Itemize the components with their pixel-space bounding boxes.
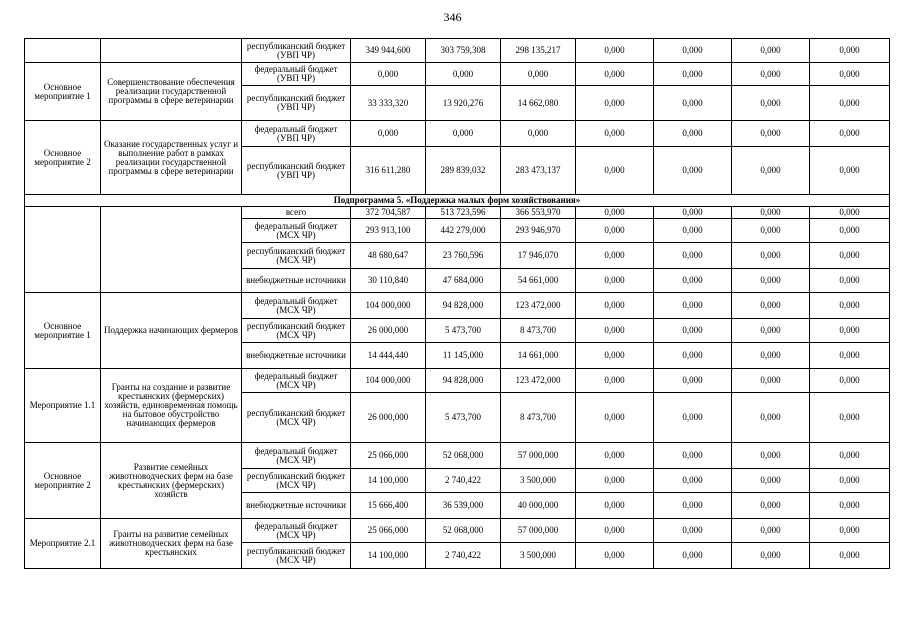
zero-value-cell: 0,000 [576,63,654,86]
zero-value-cell: 0,000 [732,207,810,219]
zero-value-cell: 0,000 [576,369,654,393]
zero-value-cell: 0,000 [810,86,890,121]
zero-value-cell: 0,000 [732,469,810,493]
zero-value-cell: 0,000 [810,493,890,519]
budget-table [24,38,890,569]
item-type-cell: Мероприятие 1.1 [25,369,101,443]
value-cell: 0,000 [351,121,426,147]
funding-source-cell: внебюджетные источники [242,493,351,519]
zero-value-cell: 0,000 [576,147,654,195]
zero-value-cell: 0,000 [732,369,810,393]
zero-value-cell: 0,000 [576,443,654,469]
value-cell: 372 704,587 [351,207,426,219]
table-row [25,369,890,393]
zero-value-cell: 0,000 [732,319,810,343]
funding-source-cell: республиканский бюджет (МСХ ЧР) [242,319,351,343]
zero-value-cell: 0,000 [732,443,810,469]
subprogram-title: Подпрограмма 5. «Поддержка малых форм хозяйствования» [25,195,890,207]
value-cell: 104 000,000 [351,369,426,393]
zero-value-cell: 0,000 [576,319,654,343]
value-cell: 289 839,032 [426,147,501,195]
value-cell: 0,000 [501,63,576,86]
zero-value-cell: 0,000 [810,121,890,147]
value-cell: 33 333,320 [351,86,426,121]
zero-value-cell: 0,000 [810,219,890,243]
zero-value-cell: 0,000 [732,121,810,147]
funding-source-cell: федеральный бюджет (МСХ ЧР) [242,369,351,393]
funding-source-cell: республиканский бюджет (МСХ ЧР) [242,243,351,269]
value-cell: 0,000 [426,63,501,86]
value-cell: 48 680,647 [351,243,426,269]
value-cell: 0,000 [351,63,426,86]
value-cell: 25 066,000 [351,443,426,469]
value-cell: 293 946,970 [501,219,576,243]
funding-source-cell: федеральный бюджет (МСХ ЧР) [242,293,351,319]
value-cell: 14 444,440 [351,343,426,369]
funding-source-cell: федеральный бюджет (УВП ЧР) [242,63,351,86]
value-cell: 513 723,596 [426,207,501,219]
table-row [25,39,890,63]
zero-value-cell: 0,000 [732,543,810,569]
zero-value-cell: 0,000 [654,147,732,195]
zero-value-cell: 0,000 [654,243,732,269]
value-cell: 5 473,700 [426,319,501,343]
zero-value-cell: 0,000 [576,293,654,319]
value-cell: 8 473,700 [501,319,576,343]
value-cell: 14 662,080 [501,86,576,121]
item-type-cell: Основное мероприятие 1 [25,63,101,121]
table-row [25,443,890,469]
table-row [25,63,890,86]
zero-value-cell: 0,000 [732,219,810,243]
value-cell: 3 500,000 [501,543,576,569]
zero-value-cell: 0,000 [810,147,890,195]
item-type-cell [25,39,101,63]
value-cell: 54 661,000 [501,269,576,293]
table-row [25,121,890,147]
funding-source-cell: республиканский бюджет (МСХ ЧР) [242,469,351,493]
value-cell: 442 279,000 [426,219,501,243]
zero-value-cell: 0,000 [654,207,732,219]
zero-value-cell: 0,000 [576,519,654,543]
item-name-cell: Гранты на создание и развитие крестьянских (фермерских) хозяйств, единовременная помощь на бытовое обустройство начинающих фермеров [101,369,242,443]
value-cell: 349 944,600 [351,39,426,63]
item-name-cell: Гранты на развитие семейных животноводческих ферм на базе крестьянских [101,519,242,569]
item-name-cell: Оказание государственных услуг и выполнение работ в рамках реализации государственной программы в сфере ветеринарии [101,121,242,195]
value-cell: 94 828,000 [426,369,501,393]
funding-source-cell: федеральный бюджет (УВП ЧР) [242,121,351,147]
zero-value-cell: 0,000 [654,269,732,293]
zero-value-cell: 0,000 [810,343,890,369]
zero-value-cell: 0,000 [732,293,810,319]
table-row [25,195,890,207]
zero-value-cell: 0,000 [654,319,732,343]
value-cell: 14 100,000 [351,543,426,569]
value-cell: 23 760,596 [426,243,501,269]
table-row [25,293,890,319]
zero-value-cell: 0,000 [810,269,890,293]
zero-value-cell: 0,000 [810,443,890,469]
zero-value-cell: 0,000 [810,63,890,86]
zero-value-cell: 0,000 [654,443,732,469]
zero-value-cell: 0,000 [810,293,890,319]
zero-value-cell: 0,000 [576,39,654,63]
zero-value-cell: 0,000 [732,39,810,63]
zero-value-cell: 0,000 [810,519,890,543]
value-cell: 0,000 [501,121,576,147]
zero-value-cell: 0,000 [732,86,810,121]
zero-value-cell: 0,000 [810,543,890,569]
value-cell: 283 473,137 [501,147,576,195]
value-cell: 36 539,000 [426,493,501,519]
funding-source-cell: республиканский бюджет (УВП ЧР) [242,39,351,63]
value-cell: 2 740,422 [426,543,501,569]
value-cell: 104 000,000 [351,293,426,319]
item-type-cell [25,207,101,293]
value-cell: 52 068,000 [426,443,501,469]
zero-value-cell: 0,000 [576,269,654,293]
zero-value-cell: 0,000 [654,63,732,86]
value-cell: 57 000,000 [501,519,576,543]
zero-value-cell: 0,000 [654,293,732,319]
zero-value-cell: 0,000 [654,86,732,121]
zero-value-cell: 0,000 [732,393,810,443]
zero-value-cell: 0,000 [732,343,810,369]
value-cell: 123 472,000 [501,369,576,393]
zero-value-cell: 0,000 [576,219,654,243]
budget-table-body [25,39,890,569]
value-cell: 25 066,000 [351,519,426,543]
item-type-cell: Основное мероприятие 1 [25,293,101,369]
zero-value-cell: 0,000 [654,469,732,493]
zero-value-cell: 0,000 [732,243,810,269]
zero-value-cell: 0,000 [576,207,654,219]
value-cell: 366 553,970 [501,207,576,219]
item-type-cell: Основное мероприятие 2 [25,443,101,519]
value-cell: 0,000 [426,121,501,147]
funding-source-cell: внебюджетные источники [242,343,351,369]
table-row [25,207,890,219]
zero-value-cell: 0,000 [732,147,810,195]
zero-value-cell: 0,000 [810,207,890,219]
zero-value-cell: 0,000 [576,393,654,443]
table-row [25,519,890,543]
zero-value-cell: 0,000 [576,243,654,269]
zero-value-cell: 0,000 [576,343,654,369]
value-cell: 14 661,000 [501,343,576,369]
value-cell: 26 000,000 [351,393,426,443]
item-name-cell [101,207,242,293]
item-name-cell: Развитие семейных животноводческих ферм на базе крестьянских (фермерских) хозяйств [101,443,242,519]
value-cell: 8 473,700 [501,393,576,443]
item-type-cell: Основное мероприятие 2 [25,121,101,195]
value-cell: 94 828,000 [426,293,501,319]
funding-source-cell: республиканский бюджет (МСХ ЧР) [242,543,351,569]
zero-value-cell: 0,000 [576,493,654,519]
zero-value-cell: 0,000 [810,393,890,443]
zero-value-cell: 0,000 [810,369,890,393]
value-cell: 13 920,276 [426,86,501,121]
funding-source-cell: федеральный бюджет (МСХ ЧР) [242,219,351,243]
zero-value-cell: 0,000 [732,269,810,293]
zero-value-cell: 0,000 [654,343,732,369]
zero-value-cell: 0,000 [654,369,732,393]
value-cell: 316 611,280 [351,147,426,195]
value-cell: 26 000,000 [351,319,426,343]
zero-value-cell: 0,000 [654,219,732,243]
zero-value-cell: 0,000 [654,393,732,443]
zero-value-cell: 0,000 [732,493,810,519]
value-cell: 298 135,217 [501,39,576,63]
value-cell: 57 000,000 [501,443,576,469]
zero-value-cell: 0,000 [654,519,732,543]
value-cell: 30 110,840 [351,269,426,293]
zero-value-cell: 0,000 [576,86,654,121]
zero-value-cell: 0,000 [810,469,890,493]
funding-source-cell: федеральный бюджет (МСХ ЧР) [242,443,351,469]
funding-source-cell: федеральный бюджет (МСХ ЧР) [242,519,351,543]
zero-value-cell: 0,000 [576,469,654,493]
funding-source-cell: внебюджетные источники [242,269,351,293]
value-cell: 47 684,000 [426,269,501,293]
value-cell: 303 759,308 [426,39,501,63]
item-name-cell: Поддержка начинающих фермеров [101,293,242,369]
zero-value-cell: 0,000 [732,519,810,543]
value-cell: 293 913,100 [351,219,426,243]
zero-value-cell: 0,000 [654,543,732,569]
item-name-cell: Совершенствование обеспечения реализации государственной программы в сфере ветеринарии [101,63,242,121]
item-type-cell: Мероприятие 2.1 [25,519,101,569]
zero-value-cell: 0,000 [576,543,654,569]
item-name-cell [101,39,242,63]
zero-value-cell: 0,000 [732,63,810,86]
zero-value-cell: 0,000 [810,243,890,269]
value-cell: 123 472,000 [501,293,576,319]
funding-source-cell: всего [242,207,351,219]
zero-value-cell: 0,000 [576,121,654,147]
zero-value-cell: 0,000 [654,121,732,147]
value-cell: 14 100,000 [351,469,426,493]
zero-value-cell: 0,000 [654,493,732,519]
zero-value-cell: 0,000 [654,39,732,63]
value-cell: 17 946,070 [501,243,576,269]
funding-source-cell: республиканский бюджет (УВП ЧР) [242,86,351,121]
value-cell: 2 740,422 [426,469,501,493]
page-number: 346 [443,10,462,24]
value-cell: 52 068,000 [426,519,501,543]
value-cell: 3 500,000 [501,469,576,493]
value-cell: 15 666,400 [351,493,426,519]
funding-source-cell: республиканский бюджет (УВП ЧР) [242,147,351,195]
zero-value-cell: 0,000 [810,39,890,63]
value-cell: 5 473,700 [426,393,501,443]
value-cell: 11 145,000 [426,343,501,369]
funding-source-cell: республиканский бюджет (МСХ ЧР) [242,393,351,443]
value-cell: 40 000,000 [501,493,576,519]
zero-value-cell: 0,000 [810,319,890,343]
